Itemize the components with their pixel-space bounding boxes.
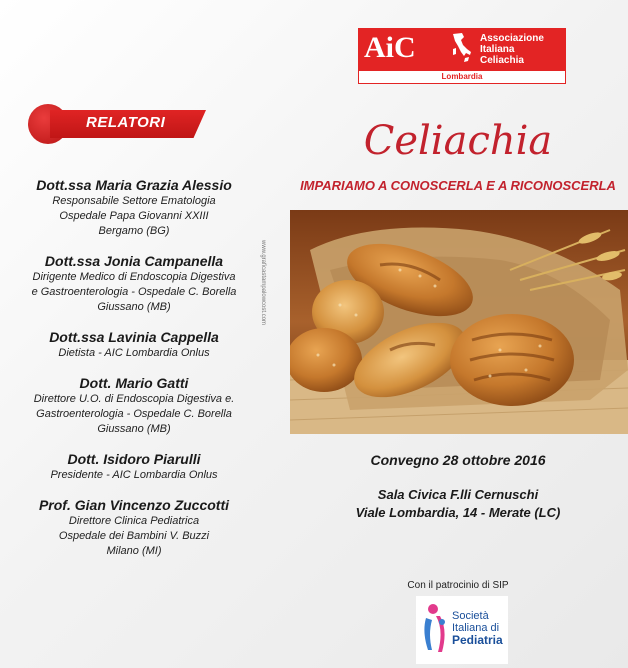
- sip-figure-icon: [420, 602, 450, 658]
- speaker-name: Dott.ssa Lavinia Cappella: [49, 329, 219, 345]
- speaker-entry: [0, 496, 268, 559]
- speaker-name: Prof. Gian Vincenzo Zuccotti: [38, 497, 230, 513]
- sip-text: [452, 610, 503, 647]
- speaker-detail: Presidente - AIC Lombardia Onlus: [50, 469, 218, 481]
- logo-region: Lombardia: [358, 70, 566, 84]
- bread-photo: [290, 210, 628, 434]
- speaker-entry: [0, 374, 268, 437]
- speaker-detail: Giussano (MB): [97, 423, 171, 435]
- speaker-detail: e Gastroenterologia - Ospedale C. Borella: [31, 286, 237, 298]
- italy-map-icon: [450, 32, 472, 64]
- relatori-badge: [28, 104, 178, 142]
- speakers-panel: [0, 0, 280, 668]
- speaker-detail: Responsabile Settore Ematologia: [52, 195, 216, 207]
- speaker-detail: Ospedale dei Bambini V. Buzzi: [58, 530, 210, 542]
- sip-line: Italiana di: [452, 622, 500, 634]
- venue-line: Sala Civica F.lli Cernuschi: [377, 487, 539, 502]
- patronage-text: Con il patrocinio di SIP: [407, 580, 509, 591]
- speaker-entry: [0, 176, 268, 239]
- logo-aic-text: AiC: [364, 31, 416, 64]
- logo-line: Italiana: [480, 44, 515, 55]
- speaker-detail: Ospedale Papa Giovanni XXIII: [59, 210, 209, 222]
- logo-line: Celiachia: [480, 55, 524, 66]
- sip-logo: [416, 596, 508, 664]
- speaker-detail: Dirigente Medico di Endoscopia Digestiva: [32, 271, 236, 283]
- sip-line: Pediatria: [452, 633, 503, 647]
- speaker-name: Dott. Isidoro Piarulli: [67, 451, 201, 467]
- speaker-list: [0, 176, 268, 572]
- speaker-name: Dott.ssa Jonia Campanella: [44, 253, 224, 269]
- page-title: Celiachia: [363, 118, 553, 164]
- event-panel: [288, 0, 628, 668]
- speaker-detail: Gastroenterologia - Ospedale C. Borella: [36, 408, 232, 420]
- speaker-detail: Dietista - AIC Lombardia Onlus: [58, 347, 210, 359]
- speaker-entry: [0, 450, 268, 483]
- page-subtitle: IMPARIAMO A CONOSCERLA E A RICONOSCERLA: [300, 178, 616, 193]
- speaker-detail: Giussano (MB): [97, 301, 171, 313]
- logo-line: Associazione: [480, 33, 544, 44]
- speaker-detail: Milano (MI): [106, 545, 162, 557]
- event-date: Convegno 28 ottobre 2016: [370, 452, 546, 468]
- speaker-entry: [0, 328, 268, 361]
- event-venue: [288, 486, 628, 522]
- logo-association-text: [480, 33, 544, 66]
- speaker-detail: Direttore U.O. di Endoscopia Digestiva e.: [33, 393, 235, 405]
- speaker-detail: Bergamo (BG): [98, 225, 170, 237]
- printer-url: www.graficastampalowcost.com: [260, 240, 266, 326]
- speaker-entry: [0, 252, 268, 315]
- speaker-name: Dott. Mario Gatti: [79, 375, 189, 391]
- aic-logo: [358, 28, 566, 86]
- speaker-name: Dott.ssa Maria Grazia Alessio: [36, 177, 232, 193]
- speaker-detail: Direttore Clinica Pediatrica: [68, 515, 200, 527]
- relatori-label: RELATORI: [86, 114, 166, 131]
- sip-line: Società: [452, 610, 489, 622]
- venue-line: Viale Lombardia, 14 - Merate (LC): [355, 505, 561, 520]
